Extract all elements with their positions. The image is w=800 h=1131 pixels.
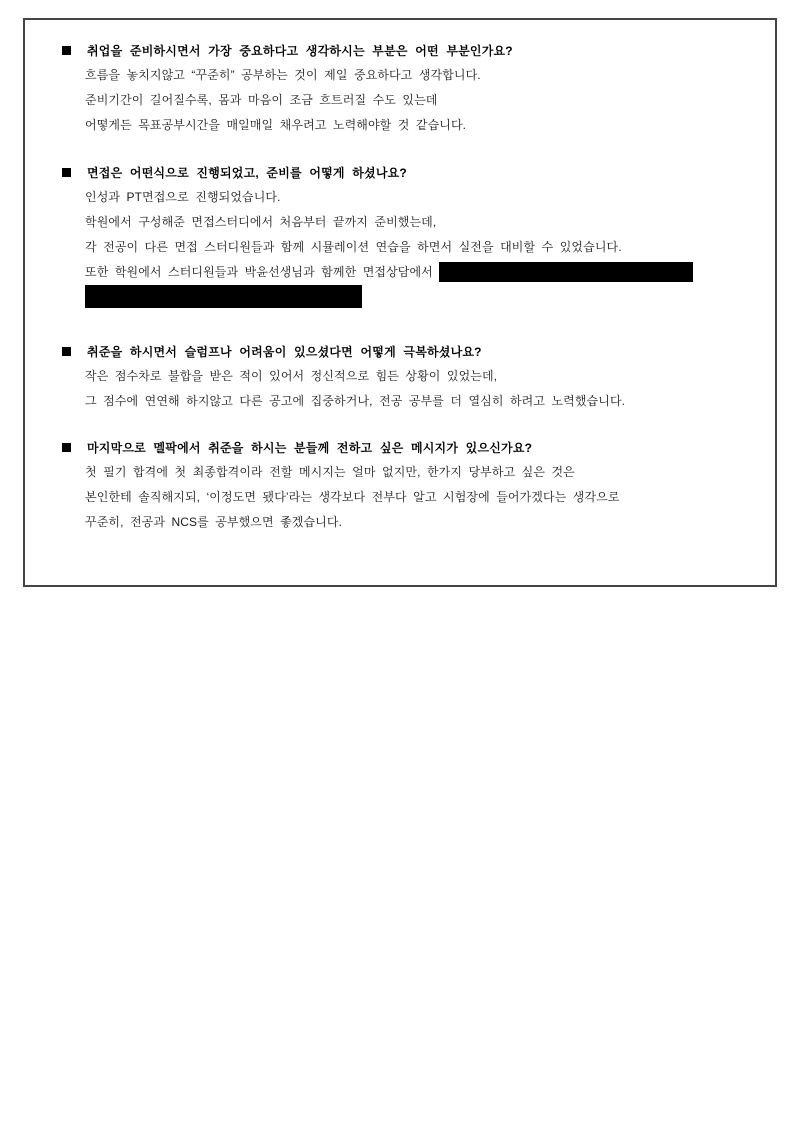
answer-line: 꾸준히, 전공과 NCS를 공부했으면 좋겠습니다. bbox=[85, 515, 343, 529]
question-heading bbox=[62, 435, 755, 460]
qa-section-3 bbox=[25, 339, 775, 414]
answer-line: 준비기간이 길어질수록, 몸과 마음이 조금 흐트러질 수도 있는데 bbox=[85, 93, 438, 107]
bullet-square-icon bbox=[62, 347, 71, 356]
question-heading bbox=[62, 160, 755, 185]
answer-line: 인성과 PT면접으로 진행되었습니다. bbox=[85, 190, 281, 204]
question-heading bbox=[62, 339, 755, 364]
qa-box bbox=[23, 18, 777, 587]
question-heading bbox=[62, 38, 755, 63]
redaction-bar bbox=[439, 262, 693, 282]
answer-line: 흐름을 놓치지않고 “꾸준히” 공부하는 것이 제일 중요하다고 생각합니다. bbox=[85, 68, 481, 82]
bullet-square-icon bbox=[62, 443, 71, 452]
question-title: 면접은 어떤식으로 진행되었고, 준비를 어떻게 하셨나요? bbox=[87, 166, 407, 180]
answer-line-text: 또한 학원에서 스터디원들과 박윤선생님과 함께한 면접상담에서 bbox=[85, 265, 433, 279]
bullet-square-icon bbox=[62, 168, 71, 177]
question-title: 취준을 하시면서 슬럼프나 어려움이 있으셨다면 어떻게 극복하셨나요? bbox=[87, 345, 482, 359]
answer-line: 본인한테 솔직해지되, ‘이정도면 됐다’라는 생각보다 전부다 알고 시험장에 들어가겠다는 생각으로 bbox=[85, 490, 620, 504]
answer-line: 학원에서 구성해준 면접스터디에서 처음부터 끝까지 준비했는데, bbox=[85, 215, 437, 229]
answer-line: 어떻게든 목표공부시간을 매일매일 채우려고 노력해야할 것 같습니다. bbox=[85, 118, 467, 132]
redaction-bar bbox=[85, 285, 362, 308]
answer-line: 그 점수에 연연해 하지않고 다른 공고에 집중하거나, 전공 공부를 더 열심히 하려고 노력했습니다. bbox=[85, 394, 626, 408]
answer-line-with-redaction bbox=[62, 260, 755, 285]
qa-section-4 bbox=[25, 435, 775, 535]
question-title: 취업을 준비하시면서 가장 중요하다고 생각하시는 부분은 어떤 부분인가요? bbox=[87, 44, 513, 58]
answer-line: 작은 점수차로 불합을 받은 적이 있어서 정신적으로 힘든 상황이 있었는데, bbox=[85, 369, 498, 383]
qa-section-1 bbox=[25, 38, 775, 138]
answer-line: 첫 필기 합격에 첫 최종합격이라 전할 메시지는 얼마 없지만, 한가지 당부하고 싶은 것은 bbox=[85, 465, 575, 479]
qa-section-2 bbox=[25, 160, 775, 309]
redacted-answer-line bbox=[62, 285, 755, 309]
question-title: 마지막으로 멜팍에서 취준을 하시는 분들께 전하고 싶은 메시지가 있으신가요? bbox=[87, 441, 533, 455]
answer-line: 각 전공이 다른 면접 스터디원들과 함께 시뮬레이션 연습을 하면서 실전을 대비할 수 있었습니다. bbox=[85, 240, 622, 254]
bullet-square-icon bbox=[62, 46, 71, 55]
